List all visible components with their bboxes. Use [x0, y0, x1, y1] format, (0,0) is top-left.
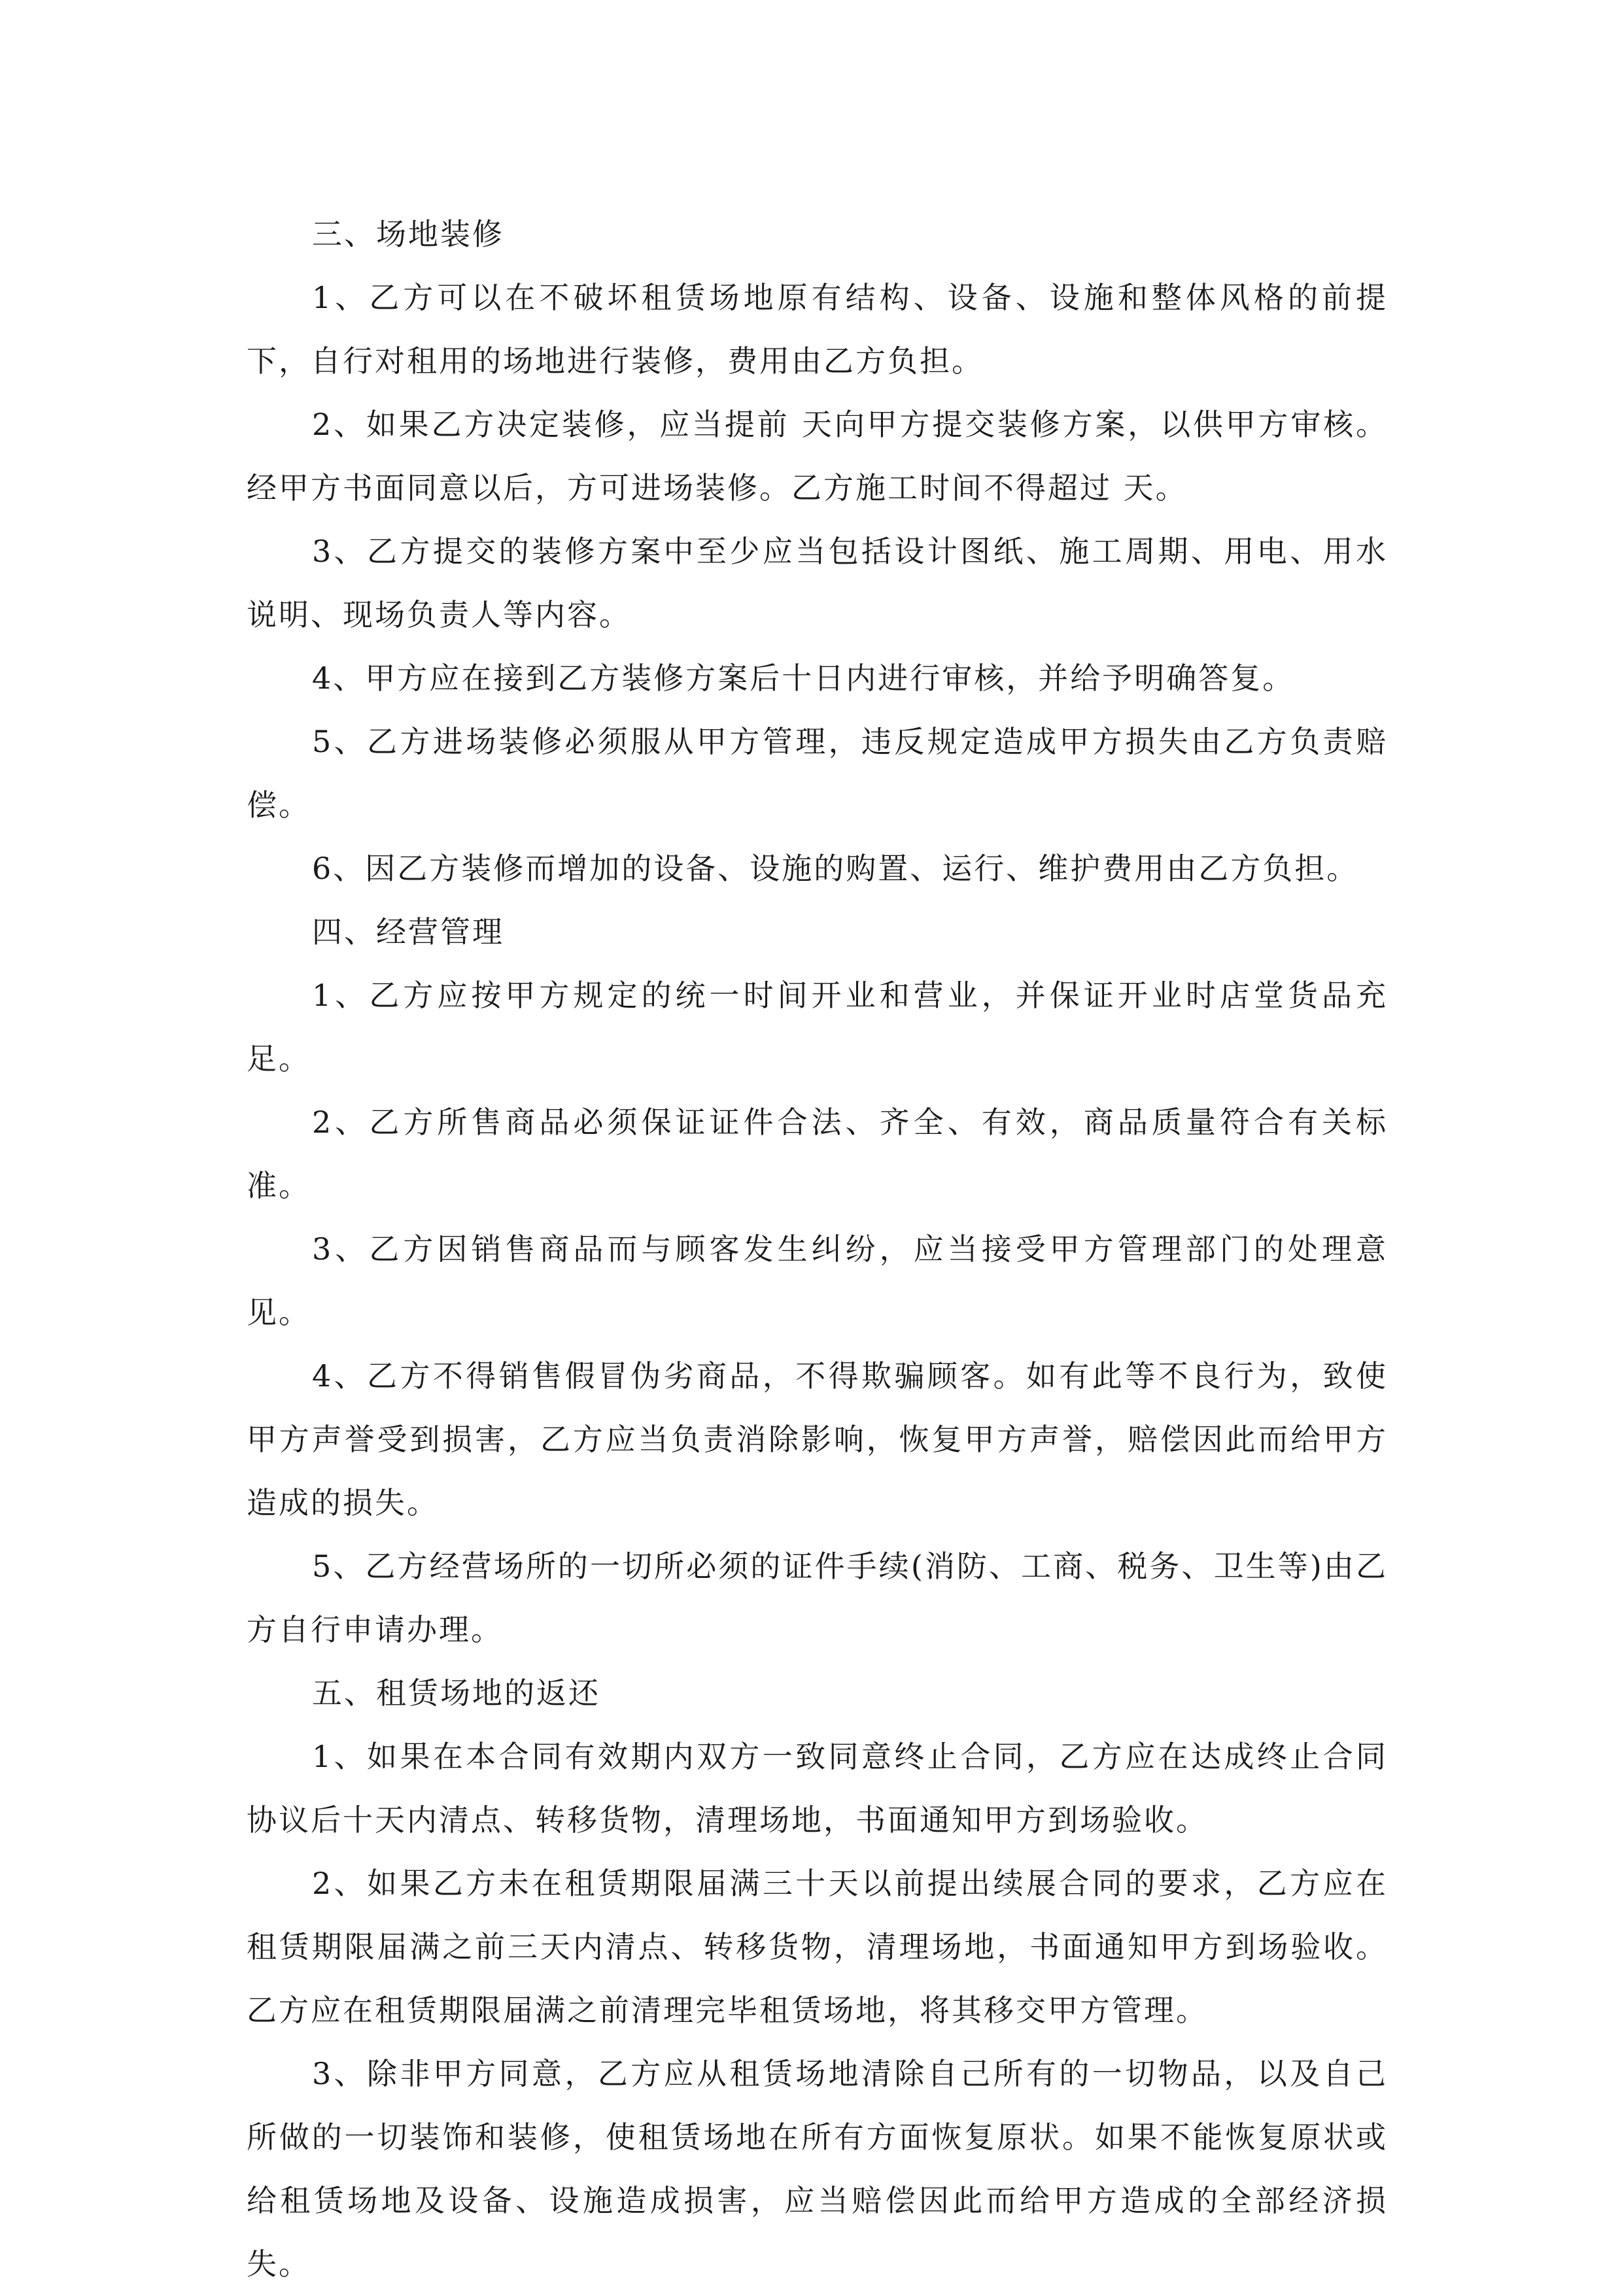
paragraph: 2、如果乙方未在租赁期限届满三十天以前提出续展合同的要求，乙方应在租赁期限届满之前三天内清点、转移货物，清理场地，书面通知甲方到场验收。乙方应在租赁期限届满之前清理完毕租赁场地，将其移交甲方管理。 [247, 1866, 1388, 2028]
section-heading-return: 五、租赁场地的返还 [312, 1675, 600, 1711]
paragraph: 1、乙方应按甲方规定的统一时间开业和营业，并保证开业时店堂货品充足。 [247, 978, 1388, 1076]
paragraph: 6、因乙方装修而增加的设备、设施的购置、运行、维护费用由乙方负担。 [312, 851, 1359, 886]
paragraph: 3、除非甲方同意，乙方应从租赁场地清除自己所有的一切物品，以及自己所做的一切装饰和装修，使租赁场地在所有方面恢复原状。如果不能恢复原状或给租赁场地及设备、设施造成损害，应当赔偿因此而给甲方造成的全部经济损失。 [247, 2056, 1388, 2282]
paragraph: 3、乙方因销售商品而与顾客发生纠纷，应当接受甲方管理部门的处理意见。 [247, 1231, 1388, 1330]
paragraph: 4、甲方应在接到乙方装修方案后十日内进行审核，并给予明确答复。 [312, 660, 1295, 696]
paragraph: 4、乙方不得销售假冒伪劣商品，不得欺骗顾客。如有此等不良行为，致使甲方声誉受到损害，乙方应当负责消除影响，恢复甲方声誉，赔偿因此而给甲方造成的损失。 [247, 1358, 1388, 1520]
document-body [247, 203, 1388, 2296]
paragraph: 3、乙方提交的装修方案中至少应当包括设计图纸、施工周期、用电、用水说明、现场负责人等内容。 [247, 534, 1388, 632]
paragraph: 1、乙方可以在不破坏租赁场地原有结构、设备、设施和整体风格的前提下，自行对租用的场地进行装修，费用由乙方负担。 [247, 280, 1388, 379]
paragraph: 2、如果乙方决定装修，应当提前 天向甲方提交装修方案，以供甲方审核。经甲方书面同意以后，方可进场装修。乙方施工时间不得超过 天。 [247, 407, 1388, 505]
section-heading-operations: 四、经营管理 [312, 914, 504, 950]
paragraph: 5、乙方进场装修必须服从甲方管理，违反规定造成甲方损失由乙方负责赔偿。 [247, 724, 1388, 823]
paragraph: 5、乙方经营场所的一切所必须的证件手续(消防、工商、税务、卫生等)由乙方自行申请办理。 [247, 1549, 1388, 1647]
paragraph: 1、如果在本合同有效期内双方一致同意终止合同，乙方应在达成终止合同协议后十天内清点、转移货物，清理场地，书面通知甲方到场验收。 [247, 1739, 1388, 1838]
paragraph: 2、乙方所售商品必须保证证件合法、齐全、有效，商品质量符合有关标准。 [247, 1105, 1388, 1203]
section-heading-renovation: 三、场地装修 [312, 216, 504, 252]
